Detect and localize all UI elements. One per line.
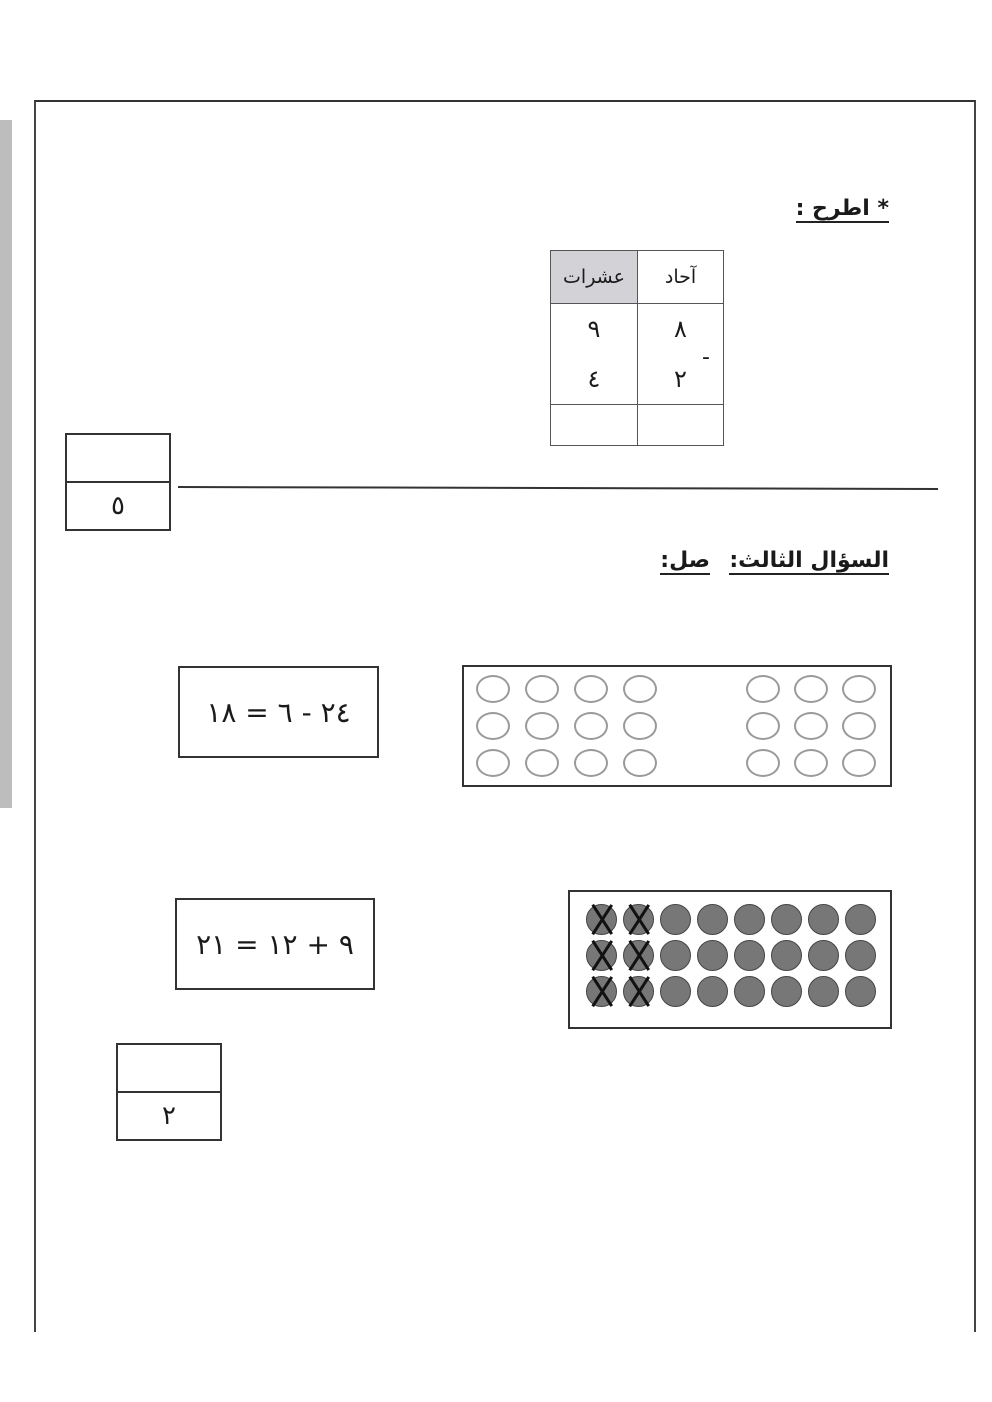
scan-edge-bar [0,120,12,808]
crossed-circle [586,904,617,935]
outline-circle [525,675,559,703]
crossed-circle [586,940,617,971]
connect-instruction: صل: [660,548,710,573]
place-value-table [550,250,724,446]
crossed-circle [586,976,617,1007]
outline-circle [623,675,657,703]
filled-circle [734,976,765,1007]
filled-circle [771,976,802,1007]
filled-circle [845,904,876,935]
outline-circle [574,675,608,703]
outline-circle [794,749,828,777]
outline-circle [623,749,657,777]
outline-circle [574,749,608,777]
row1-tens: ٩ [551,304,638,355]
question-3-title: السؤال الثالث: [729,548,889,573]
outline-circle [525,712,559,740]
circles-group-2[interactable] [568,890,892,1029]
score-total: ٥ [111,491,125,521]
outline-circle [746,712,780,740]
outline-circle [623,712,657,740]
filled-circle [660,940,691,971]
filled-circle [771,904,802,935]
filled-circle [771,940,802,971]
filled-circle [734,904,765,935]
filled-circle [734,940,765,971]
minus-sign: - [702,345,710,370]
outline-circle [746,675,780,703]
filled-circle [697,904,728,935]
answer-ones[interactable] [638,405,724,446]
outline-circle [842,712,876,740]
answer-tens[interactable] [551,405,638,446]
filled-circle [808,940,839,971]
row2-ones: ٢ [638,354,724,405]
filled-circle [845,940,876,971]
equation-text-1: ٢٤ - ٦ = ١٨ [206,695,351,729]
score-earned-field[interactable] [67,435,169,483]
header-tens: عشرات [551,251,638,304]
score-total: ٢ [162,1101,176,1131]
filled-circle [697,940,728,971]
outline-circle [842,749,876,777]
outline-circle [794,712,828,740]
row2-tens: ٤ [551,354,638,405]
score-box-subtract [65,433,171,531]
outline-circle [525,749,559,777]
header-ones: آحاد [638,251,724,304]
outline-circle [574,712,608,740]
filled-circle [808,976,839,1007]
outline-circle [842,675,876,703]
equation-text-2: ٩ + ١٢ = ٢١ [196,927,354,961]
equation-box-2[interactable] [175,898,375,990]
filled-circle [660,976,691,1007]
circles-group-1[interactable] [462,665,892,787]
outline-circle [794,675,828,703]
filled-circle [845,976,876,1007]
crossed-circle [623,904,654,935]
outline-circle [746,749,780,777]
equation-box-1[interactable] [178,666,379,758]
row1-ones: ٨ [638,304,724,355]
filled-circle [808,904,839,935]
crossed-circle [623,976,654,1007]
score-earned-field[interactable] [118,1045,220,1093]
outline-circle [476,749,510,777]
outline-circle [476,675,510,703]
subtract-title: * اطرح : [795,196,889,221]
crossed-circle [623,940,654,971]
score-box-connect [116,1043,222,1141]
filled-circle [697,976,728,1007]
filled-circle [660,904,691,935]
outline-circle [476,712,510,740]
